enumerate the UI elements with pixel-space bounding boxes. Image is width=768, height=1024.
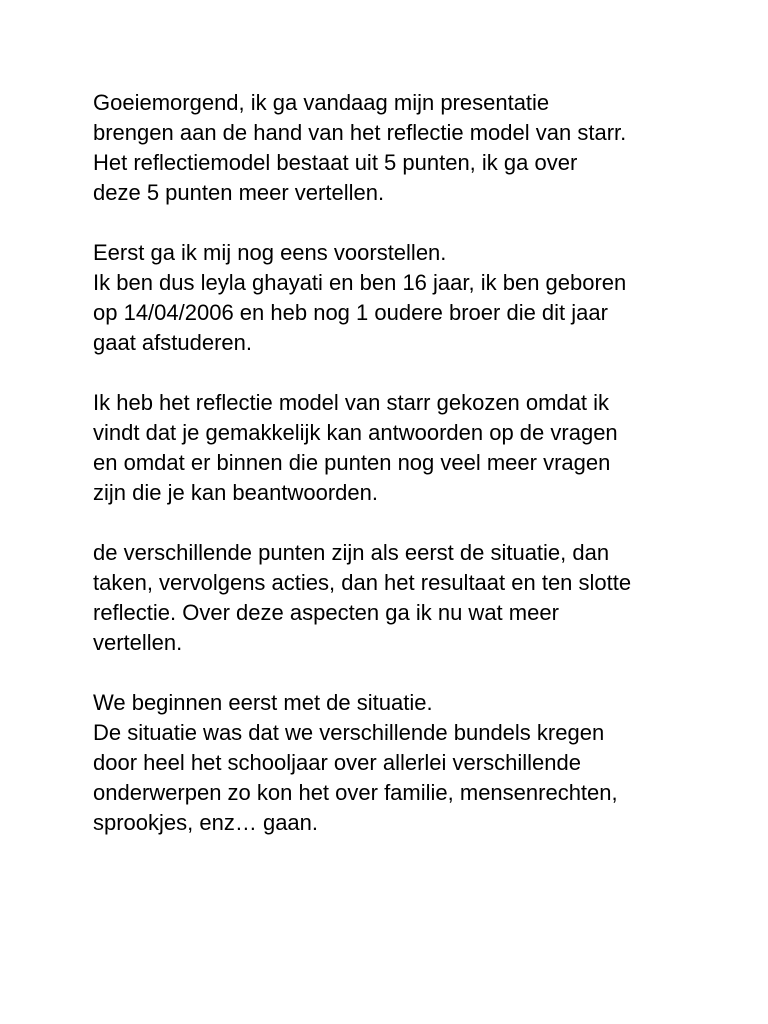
text-line: op 14/04/2006 en heb nog 1 oudere broer die dit jaar [93,300,608,325]
text-line: gaat afstuderen. [93,330,253,355]
text-line: en omdat er binnen die punten nog veel meer vragen [93,450,611,475]
text-line: vertellen. [93,630,183,655]
paragraph-intro [93,88,708,208]
text-line: Goeiemorgend, ik ga vandaag mijn presentatie [93,90,550,115]
text-line: door heel het schooljaar over allerlei verschillende [93,750,581,775]
text-line: reflectie. Over deze aspecten ga ik nu wat meer [93,600,559,625]
paragraph-model-choice [93,388,708,508]
text-line: taken, vervolgens acties, dan het resultaat en ten slotte [93,570,632,595]
text-line: deze 5 punten meer vertellen. [93,180,385,205]
text-line: De situatie was dat we verschillende bundels kregen [93,720,605,745]
text-line: brengen aan de hand van het reflectie model van starr. [93,120,627,145]
text-line: We beginnen eerst met de situatie. [93,690,433,715]
paragraph-situation [93,688,708,838]
text-line: Ik ben dus leyla ghayati en ben 16 jaar, ik ben geboren [93,270,627,295]
text-line: de verschillende punten zijn als eerst de situatie, dan [93,540,610,565]
text-line: vindt dat je gemakkelijk kan antwoorden op de vragen [93,420,618,445]
text-line: sprookjes, enz… gaan. [93,810,319,835]
paragraph-introduction-self [93,238,708,358]
paragraph-model-points [93,538,708,658]
text-line: zijn die je kan beantwoorden. [93,480,378,505]
text-line: onderwerpen zo kon het over familie, mensenrechten, [93,780,618,805]
text-line: Ik heb het reflectie model van starr gekozen omdat ik [93,390,610,415]
text-line: Eerst ga ik mij nog eens voorstellen. [93,240,447,265]
text-line: Het reflectiemodel bestaat uit 5 punten, ik ga over [93,150,578,175]
